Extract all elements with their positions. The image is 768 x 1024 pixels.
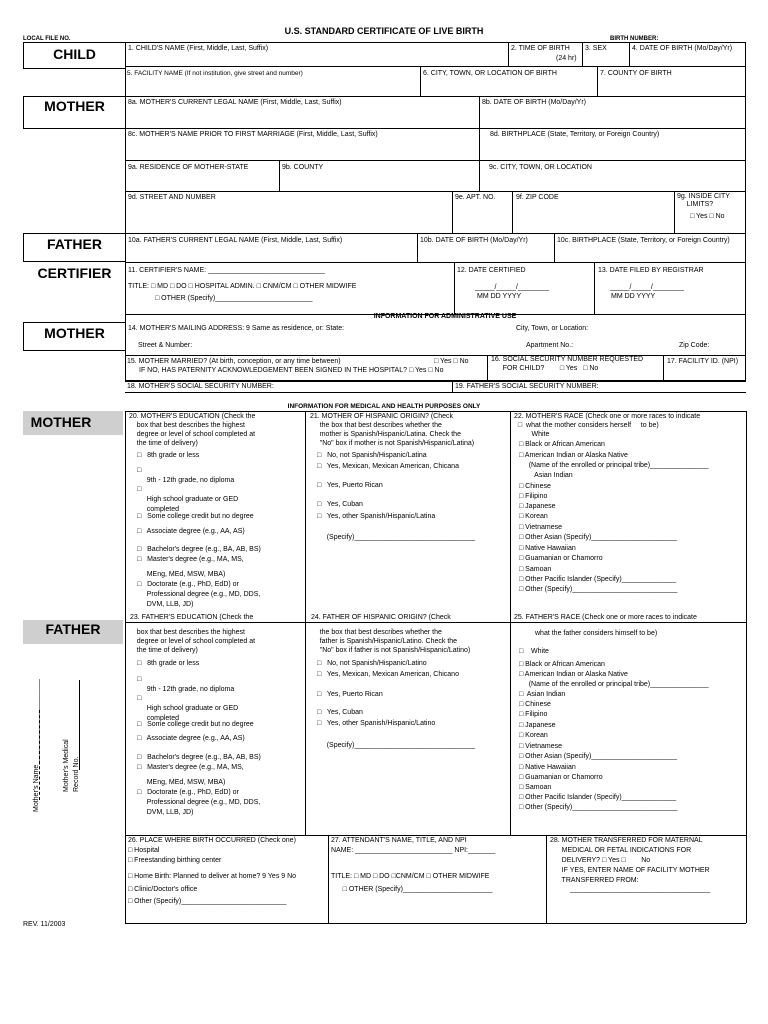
frace-option[interactable]: □ American Indian or Alaska Native (Name of the enrolled or principal tribe)_______________ □ Asian Indian xyxy=(519,671,709,698)
mrace-option[interactable]: □ Japanese □ Korean xyxy=(519,503,556,520)
mhisp-option[interactable]: □ Yes, Puerto Rican xyxy=(317,482,383,489)
field-8b-mother-dob[interactable]: 8b. DATE OF BIRTH (Mo/Day/Yr) xyxy=(482,99,586,106)
medu-option[interactable]: MEng, MEd, MSW, MBA) xyxy=(137,571,226,578)
frace-option[interactable]: □ Chinese □ Filipino xyxy=(519,701,551,718)
birth-number-label: BIRTH NUMBER: xyxy=(610,36,659,42)
field-12-date-certified[interactable]: 12. DATE CERTIFIED xyxy=(457,267,526,274)
medu-option[interactable]: □ 8th grade or less xyxy=(137,452,200,459)
field-9f-zip[interactable]: 9f. ZIP CODE xyxy=(516,194,559,201)
field-4-date-of-birth[interactable]: 4. DATE OF BIRTH (Mo/Day/Yr) xyxy=(632,45,733,52)
side-mothers-name[interactable]: Mother's Name______________________ xyxy=(33,679,40,812)
field-3-sex[interactable]: 3. SEX xyxy=(585,45,607,52)
field-20-mother-education: 20. MOTHER'S EDUCATION (Check the box that best describes the highest degree or level of school completed at the time of delivery) xyxy=(129,413,256,447)
field-9c-city[interactable]: 9c. CITY, TOWN, OR LOCATION xyxy=(489,164,592,171)
mrace-option[interactable]: □ Vietnamese □ Other Asian (Specify)______________________ xyxy=(519,524,677,541)
local-file-label: LOCAL FILE NO. xyxy=(23,36,71,42)
mrace-option[interactable]: □ Black or African American xyxy=(519,441,605,448)
field-18-mother-ssn[interactable]: 18. MOTHER'S SOCIAL SECURITY NUMBER: xyxy=(127,383,274,390)
side-medical-record[interactable]: Mother's Medical Record No._________________ xyxy=(63,690,80,792)
fhisp-option[interactable]: □ No, not Spanish/Hispanic/Latino xyxy=(317,660,427,667)
form-title: U.S. STANDARD CERTIFICATE OF LIVE BIRTH xyxy=(284,26,484,36)
frace-option[interactable]: □ White xyxy=(519,648,549,655)
frace-option[interactable]: □ Japanese □ Korean xyxy=(519,722,556,739)
field-10b-father-dob[interactable]: 10b. DATE OF BIRTH (Mo/Day/Yr) xyxy=(420,237,528,244)
field-24-description: the box that best describes whether the father is Spanish/Hispanic/Latino. Check the "No" box if father is not Spanish/Hispanic/Latino) xyxy=(319,629,471,654)
fhisp-option[interactable]: □ Yes, Mexican, Mexican American, Chicano xyxy=(317,671,459,678)
mhisp-option[interactable]: □ Yes, other Spanish/Hispanic/Latina xyxy=(317,513,436,520)
medu-option[interactable]: □ Some college credit but no degree xyxy=(137,513,254,520)
field-25-description: what the father considers himself to be) xyxy=(535,630,658,637)
field-8c-mother-prior-name[interactable]: 8c. MOTHER'S NAME PRIOR TO FIRST MARRIAGE (First, Middle, Last, Suffix) xyxy=(128,131,378,138)
field-22-mother-race: 22. MOTHER'S RACE (Check one or more races to indicate □ what the mother considers herself to be) White xyxy=(514,413,701,438)
field-9e-apt[interactable]: 9e. APT. NO. xyxy=(455,194,496,201)
fedu-option[interactable]: □ 8th grade or less xyxy=(137,660,200,667)
field-15-mother-married: 15. MOTHER MARRIED? (At birth, conception, or any time between) xyxy=(127,358,341,365)
field-8d-birthplace[interactable]: 8d. BIRTHPLACE (State, Territory, or Foreign Country) xyxy=(490,131,660,138)
medu-option[interactable]: □ Associate degree (e.g., AA, AS) xyxy=(137,528,245,535)
mrace-option[interactable]: □ American Indian or Alaska Native (Name of the enrolled or principal tribe)_______________ Asian Indian xyxy=(519,452,709,479)
field-14-zip[interactable]: Zip Code: xyxy=(679,342,710,349)
field-2-24hr: (24 hr) xyxy=(556,55,577,62)
field-21-mother-hispanic: 21. MOTHER OF HISPANIC ORIGIN? (Check the box that best describes whether the mother is Spanish/Hispanic/Latina. Check the "No" box if mother is not Spanish/Hispanic/Latina) xyxy=(310,413,475,447)
field-2-time-of-birth[interactable]: 2. TIME OF BIRTH xyxy=(511,45,570,52)
field-1-childs-name[interactable]: 1. CHILD'S NAME (First, Middle, Last, Suffix) xyxy=(128,45,269,52)
mrace-option[interactable]: □ Samoan □ Other Pacific Islander (Specify)______________ □ Other (Specify)___________________________ xyxy=(519,566,678,593)
field-9g-inside-city: 9g. INSIDE CITY LIMITS? xyxy=(677,193,730,208)
field-15-paternity[interactable]: IF NO, HAS PATERNITY ACKNOWLEDGEMENT BEEN SIGNED IN THE HOSPITAL? □ Yes □ No xyxy=(139,367,444,374)
fedu-option[interactable]: □ High school graduate or GED completed xyxy=(137,695,239,722)
fhisp-option[interactable]: (Specify)_______________________________ xyxy=(317,742,476,749)
fhisp-option[interactable]: □ Yes, Cuban xyxy=(317,709,363,716)
field-9a-residence-state[interactable]: 9a. RESIDENCE OF MOTHER-STATE xyxy=(128,164,249,171)
section-certifier: CERTIFIER xyxy=(37,265,112,281)
mhisp-option[interactable]: □ Yes, Cuban xyxy=(317,501,363,508)
medu-option[interactable]: □ Bachelor's degree (e.g., BA, AB, BS) □ Master's degree (e.g., MA, MS, xyxy=(137,546,261,563)
fedu-option[interactable]: □ Doctorate (e.g., PhD, EdD) or Professional degree (e.g., MD, DDS, DVM, LLB, JD) xyxy=(137,789,261,816)
field-7-county-of-birth[interactable]: 7. COUNTY OF BIRTH xyxy=(600,70,672,77)
field-12-date-format: MM DD YYYY xyxy=(477,293,522,300)
section-father: FATHER xyxy=(47,236,102,252)
field-26-other-options[interactable]: □ Home Birth: Planned to deliver at home? 9 Yes 9 No □ Clinic/Doctor's office □ Other (Specify)___________________________ xyxy=(128,873,297,905)
field-10a-father-name[interactable]: 10a. FATHER'S CURRENT LEGAL NAME (First, Middle, Last, Suffix) xyxy=(128,237,343,244)
field-25-father-race: 25. FATHER'S RACE (Check one or more races to indicate xyxy=(514,614,697,621)
mrace-option[interactable]: □ Native Hawaiian □ Guamanian or Chamorro xyxy=(519,545,603,562)
medu-option[interactable]: □ 9th - 12th grade, no diploma xyxy=(137,467,235,484)
field-11-title-options[interactable]: TITLE: □ MD □ DO □ HOSPITAL ADMIN. □ CNM/CM □ OTHER MIDWIFE xyxy=(128,283,357,290)
field-9b-county[interactable]: 9b. COUNTY xyxy=(282,164,324,171)
section-child: CHILD xyxy=(53,46,96,62)
medu-option[interactable]: □ High school graduate or GED completed xyxy=(137,486,239,513)
section-father-medical: FATHER xyxy=(45,621,101,637)
field-10c-father-birthplace[interactable]: 10c. BIRTHPLACE (State, Territory, or Foreign Country) xyxy=(557,237,730,244)
field-13-date-format: MM DD YYYY xyxy=(611,293,656,300)
field-13-date-blanks[interactable]: _____/_____/________ xyxy=(610,284,684,291)
field-24-father-hispanic: 24. FATHER OF HISPANIC ORIGIN? (Check xyxy=(311,614,451,621)
fedu-option[interactable]: MEng, MEd, MSW, MBA) xyxy=(137,779,226,786)
field-27-attendant[interactable]: 27. ATTENDANT'S NAME, TITLE, AND NPI NAME: _________________________ NPI:_______ xyxy=(331,837,496,854)
field-28-facility-line[interactable]: ____________________________________ xyxy=(570,886,711,893)
field-28-mother-transferred[interactable]: 28. MOTHER TRANSFERRED FOR MATERNAL MEDICAL OR FETAL INDICATIONS FOR DELIVERY? □ Yes □ No IF YES, ENTER NAME OF FACILITY MOTHER TRANSFERRED FROM: xyxy=(550,837,710,884)
fedu-option[interactable]: □ Bachelor's degree (e.g., BA, AB, BS) □ Master's degree (e.g., MA, MS, xyxy=(137,754,261,771)
admin-heading: INFORMATION FOR ADMINISTRATIVE USE xyxy=(373,313,517,320)
frace-option[interactable]: □ Native Hawaiian □ Guamanian or Chamorro xyxy=(519,764,603,781)
fedu-option[interactable]: □ Some college credit but no degree xyxy=(137,721,254,728)
field-16-ssn-requested[interactable]: 16. SOCIAL SECURITY NUMBER REQUESTED FOR CHILD? □ Yes □ No xyxy=(491,356,644,372)
section-mother-medical: MOTHER xyxy=(30,414,92,430)
field-6-city-of-birth[interactable]: 6. CITY, TOWN, OR LOCATION OF BIRTH xyxy=(423,70,557,77)
field-14-street[interactable]: Street & Number: xyxy=(138,342,193,349)
field-9g-options[interactable]: □ Yes □ No xyxy=(690,213,725,220)
field-14-mailing-address[interactable]: 14. MOTHER'S MAILING ADDRESS: 9 Same as residence, or: State: xyxy=(128,325,345,332)
mhisp-option[interactable]: □ No, not Spanish/Hispanic/Latina xyxy=(317,452,427,459)
field-26-place-of-birth[interactable]: 26. PLACE WHERE BIRTH OCCURRED (Check one) □ Hospital □ Freestanding birthing center xyxy=(128,837,296,864)
medu-option[interactable]: □ Doctorate (e.g., PhD, EdD) or Professional degree (e.g., MD, DDS, DVM, LLB, JD) xyxy=(137,581,261,608)
frace-option[interactable]: □ Samoan □ Other Pacific Islander (Specify)______________ □ Other (Specify)___________________________ xyxy=(519,784,678,811)
field-23-description: box that best describes the highest degree or level of school completed at the time of delivery) xyxy=(136,629,256,654)
frace-option[interactable]: □ Black or African American xyxy=(519,661,605,668)
frace-option[interactable]: □ Vietnamese □ Other Asian (Specify)______________________ xyxy=(519,743,677,760)
field-12-date-blanks[interactable]: _____/_____/________ xyxy=(475,284,549,291)
medical-heading: INFORMATION FOR MEDICAL AND HEALTH PURPOSES ONLY xyxy=(287,403,481,410)
side-record-line xyxy=(79,680,80,770)
field-23-father-education: 23. FATHER'S EDUCATION (Check the xyxy=(130,614,254,621)
fhisp-option[interactable]: □ Yes, Puerto Rican xyxy=(317,691,383,698)
field-14-apartment[interactable]: Apartment No.: xyxy=(526,342,574,349)
field-15-options[interactable]: □ Yes □ No xyxy=(434,358,469,365)
field-13-date-filed[interactable]: 13. DATE FILED BY REGISTRAR xyxy=(598,267,704,274)
field-14-city[interactable]: City, Town, or Location: xyxy=(516,325,589,332)
field-27-title-options[interactable]: TITLE: □ MD □ DO □CNM/CM □ OTHER MIDWIFE □ OTHER (Specify)_______________________ xyxy=(331,873,493,893)
field-5-facility-name[interactable]: 5. FACILITY NAME (If not institution, give street and number) xyxy=(127,70,303,77)
fhisp-option[interactable]: □ Yes, other Spanish/Hispanic/Latino xyxy=(317,720,436,727)
mhisp-option[interactable]: (Specify)_______________________________ xyxy=(317,534,476,541)
section-mother-admin: MOTHER xyxy=(44,325,105,341)
field-11-certifier-name[interactable]: 11. CERTIFIER'S NAME: ______________________________ xyxy=(128,267,325,274)
section-mother: MOTHER xyxy=(44,98,105,114)
fedu-option[interactable]: □ Associate degree (e.g., AA, AS) xyxy=(137,735,245,742)
mrace-option[interactable]: □ Chinese □ Filipino xyxy=(519,483,551,500)
field-11-other-specify[interactable]: □ OTHER (Specify)_________________________ xyxy=(155,295,313,302)
mhisp-option[interactable]: □ Yes, Mexican, Mexican American, Chicana xyxy=(317,463,459,470)
field-17-facility-id[interactable]: 17. FACILITY ID. (NPI) xyxy=(667,358,739,365)
revision-label: REV. 11/2003 xyxy=(23,921,66,928)
side-name-line xyxy=(39,710,40,800)
fedu-option[interactable]: □ 9th - 12th grade, no diploma xyxy=(137,676,235,693)
field-8a-mother-name[interactable]: 8a. MOTHER'S CURRENT LEGAL NAME (First, Middle, Last, Suffix) xyxy=(128,99,342,106)
field-19-father-ssn[interactable]: 19. FATHER'S SOCIAL SECURITY NUMBER: xyxy=(455,383,599,390)
field-9d-street[interactable]: 9d. STREET AND NUMBER xyxy=(128,194,216,201)
